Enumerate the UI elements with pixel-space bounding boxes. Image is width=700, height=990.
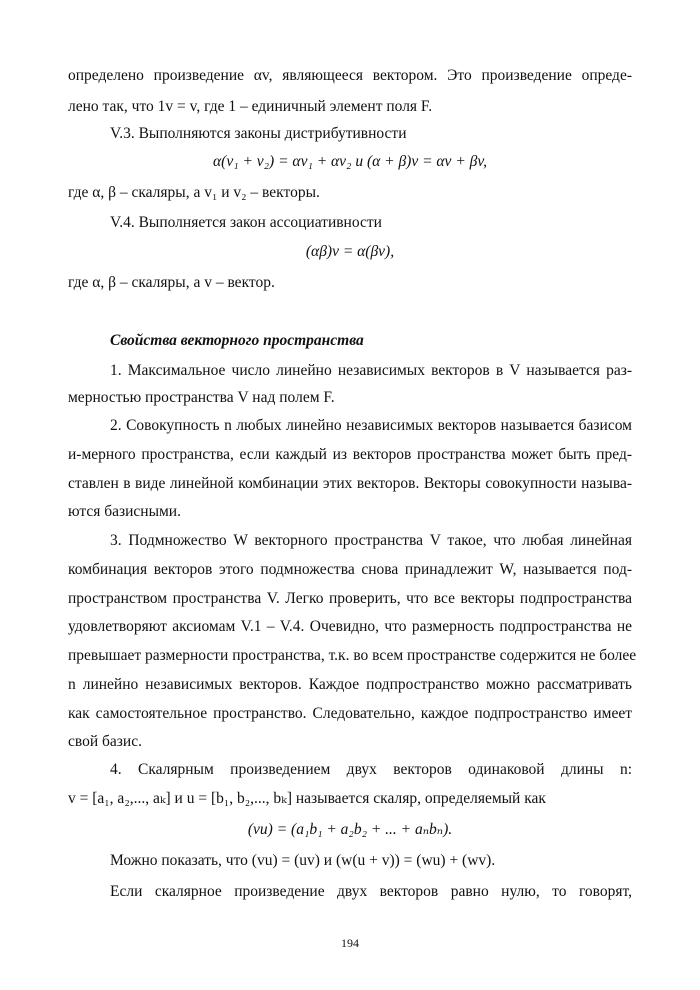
text-line-23: свой базис. bbox=[68, 733, 142, 750]
text-line-21: n линейно независимых векторов. Каждое подпространство можно рассматривать bbox=[68, 676, 632, 693]
formula-associativity: (αβ)v = α(βv), bbox=[305, 243, 395, 260]
formula-scalar-product: (vu) = (a₁b₁ + a₂b₂ + ... + aₙbₙ). bbox=[247, 821, 453, 838]
section-heading: Свойства векторного пространства bbox=[110, 332, 364, 349]
text-line-11: мерностью пространства V над полем F. bbox=[68, 389, 335, 406]
text-line-5: где α, β – скаляры, а v₁ и v₂ – векторы. bbox=[68, 184, 320, 201]
text-line-15: ются базисными. bbox=[68, 503, 181, 520]
text-line-6: V.4. Выполняется закон ассоциативности bbox=[110, 214, 382, 231]
text-line-14: ставлен в виде линейной комбинации этих векторов. Векторы совокупности называ- bbox=[68, 475, 632, 492]
text-line-17: комбинация векторов этого подмножества снова принадлежит W, называется под- bbox=[68, 561, 632, 578]
text-line-28: Если скалярное произведение двух векторов равно нулю, то говорят, bbox=[110, 883, 632, 900]
page-number: 194 bbox=[341, 936, 359, 950]
text-line-19: удовлетворяют аксиомам V.1 – V.4. Очевидно, что размерность подпространства не bbox=[68, 618, 632, 635]
text-line-25: v = [a₁, a₂,..., aₖ] и u = [b₁, b₂,..., bₖ] называется скаляр, определяемый как bbox=[68, 790, 546, 807]
text-line-3: V.3. Выполняются законы дистрибутивности bbox=[110, 125, 407, 142]
text-line-16: 3. Подмножество W векторного пространства V такое, что любая линейная bbox=[110, 532, 632, 549]
text-line-13: и-мерного пространства, если каждый из векторов пространства может быть пред- bbox=[68, 446, 632, 463]
text-line-10: 1. Максимальное число линейно независимых векторов в V называется раз- bbox=[110, 362, 632, 379]
text-line-2: лено так, что 1v = v, где 1 – единичный элемент поля F. bbox=[68, 98, 433, 115]
text-line-1: определено произведение αv, являющееся вектором. Это произведение опреде- bbox=[68, 67, 632, 84]
formula-distributivity: α(v₁ + v₂) = αv₁ + αv₂ и (α + β)v = αv + βv, bbox=[213, 153, 487, 170]
text-line-8: где α, β – скаляры, а v – вектор. bbox=[68, 274, 275, 291]
text-line-27: Можно показать, что (vu) = (uv) и (w(u + v)) = (wu) + (wv). bbox=[110, 852, 496, 869]
text-line-24: 4. Скалярным произведением двух векторов одинаковой длины n: bbox=[110, 761, 632, 778]
text-line-12: 2. Совокупность n любых линейно независимых векторов называется базисом bbox=[110, 417, 632, 434]
text-line-22: как самостоятельное пространство. Следовательно, каждое подпространство имеет bbox=[68, 705, 632, 722]
text-line-18: пространством пространства V. Легко проверить, что все векторы подпространства bbox=[68, 590, 632, 607]
text-line-20: превышает размерности пространства, т.к. во всем пространстве содержится не более bbox=[68, 647, 637, 664]
